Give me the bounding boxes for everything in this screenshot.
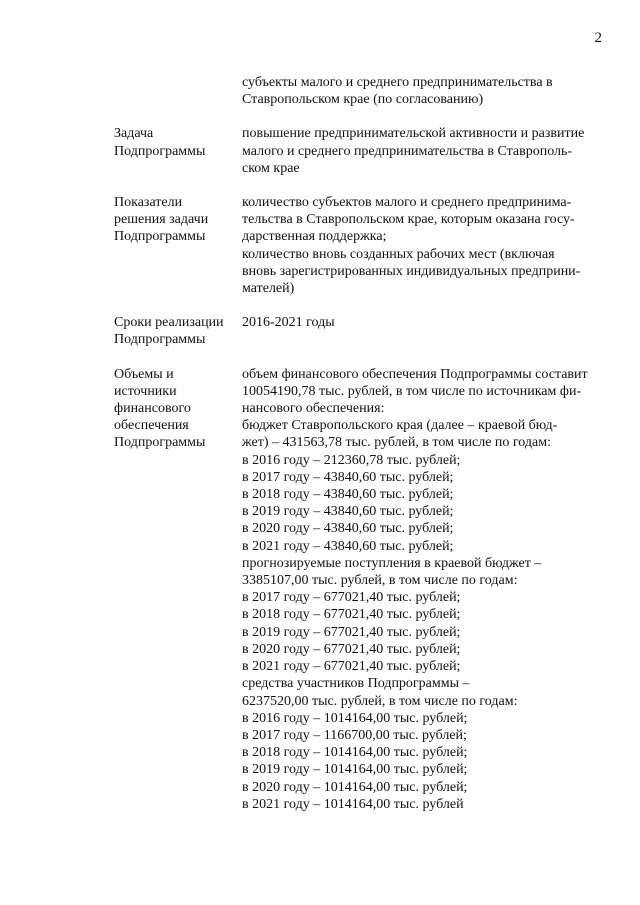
value-line: прогнозируемые поступления в краевой бюджет – bbox=[242, 555, 542, 571]
row-task bbox=[114, 125, 606, 177]
value-line: средства участников Подпрограммы – bbox=[242, 676, 470, 692]
row-timeline bbox=[114, 314, 606, 348]
value-line: в 2018 году – 43840,60 тыс. рублей; bbox=[242, 487, 454, 503]
value-line: малого и среднего предпринимательства в Ставрополь- bbox=[242, 143, 573, 159]
value-line: 2016-2021 годы bbox=[242, 315, 335, 331]
value-line: Ставропольском крае (по согласованию) bbox=[242, 92, 484, 108]
value-line: 10054190,78 тыс. рублей, в том числе по источникам фи- bbox=[242, 383, 582, 399]
row-value bbox=[242, 194, 606, 297]
value-line: в 2020 году – 1014164,00 тыс. рублей; bbox=[242, 779, 468, 795]
label-line: Подпрограммы bbox=[114, 332, 206, 348]
value-line: нансового обеспечения: bbox=[242, 401, 385, 417]
label-line: Объемы и bbox=[114, 366, 174, 382]
label-line: Показатели bbox=[114, 195, 183, 211]
value-line: количество субъектов малого и среднего предпринима- bbox=[242, 195, 572, 211]
value-line: в 2019 году – 677021,40 тыс. рублей; bbox=[242, 624, 461, 640]
label-line: Задача bbox=[114, 126, 154, 142]
value-line: в 2020 году – 43840,60 тыс. рублей; bbox=[242, 521, 454, 537]
value-line: в 2019 году – 43840,60 тыс. рублей; bbox=[242, 504, 454, 520]
passport-table bbox=[114, 74, 606, 813]
value-line: бюджет Ставропольского края (далее – краевой бюд- bbox=[242, 418, 558, 434]
value-line: 6237520,00 тыс. рублей, в том числе по годам: bbox=[242, 693, 518, 709]
row-label bbox=[114, 74, 242, 108]
label-line: Сроки реализации bbox=[114, 315, 224, 331]
row-label bbox=[114, 314, 242, 348]
value-line: в 2019 году – 1014164,00 тыс. рублей; bbox=[242, 762, 468, 778]
value-line: в 2020 году – 677021,40 тыс. рублей; bbox=[242, 641, 461, 657]
label-line: источники bbox=[114, 383, 177, 399]
row-value bbox=[242, 74, 606, 108]
value-line: в 2016 году – 1014164,00 тыс. рублей; bbox=[242, 710, 468, 726]
value-line: количество вновь созданных рабочих мест (включая bbox=[242, 246, 555, 262]
value-line: повышение предпринимательской активности и развитие bbox=[242, 126, 585, 142]
value-line: в 2021 году – 43840,60 тыс. рублей; bbox=[242, 538, 454, 554]
value-line: в 2017 году – 43840,60 тыс. рублей; bbox=[242, 469, 454, 485]
row-participants bbox=[114, 74, 606, 108]
value-line: жет) – 431563,78 тыс. рублей, в том числе по годам: bbox=[242, 435, 551, 451]
row-value bbox=[242, 125, 606, 177]
label-line: финансового bbox=[114, 401, 191, 417]
row-value bbox=[242, 314, 606, 348]
label-line: обеспечения bbox=[114, 418, 189, 434]
label-line: решения задачи bbox=[114, 212, 209, 228]
value-line: в 2018 году – 677021,40 тыс. рублей; bbox=[242, 607, 461, 623]
value-line: субъекты малого и среднего предпринимательства в bbox=[242, 75, 553, 90]
row-funding bbox=[114, 366, 606, 813]
value-line: дарственная поддержка; bbox=[242, 229, 387, 245]
value-line: мателей) bbox=[242, 281, 295, 297]
value-line: тельства в Ставропольском крае, которым оказана госу- bbox=[242, 212, 575, 228]
row-label bbox=[114, 366, 242, 813]
value-line: в 2017 году – 1166700,00 тыс. рублей; bbox=[242, 727, 467, 743]
value-line: в 2021 году – 1014164,00 тыс. рублей bbox=[242, 796, 464, 812]
value-line: вновь зарегистрированных индивидуальных предприни- bbox=[242, 263, 581, 279]
value-line: 3385107,00 тыс. рублей, в том числе по годам: bbox=[242, 573, 518, 589]
value-line: ском крае bbox=[242, 160, 300, 176]
value-line: в 2017 году – 677021,40 тыс. рублей; bbox=[242, 590, 461, 606]
row-label bbox=[114, 194, 242, 297]
row-indicators bbox=[114, 194, 606, 297]
label-line: Подпрограммы bbox=[114, 143, 206, 159]
row-label bbox=[114, 125, 242, 177]
value-line: в 2021 году – 677021,40 тыс. рублей; bbox=[242, 659, 461, 675]
value-line: в 2018 году – 1014164,00 тыс. рублей; bbox=[242, 745, 468, 761]
value-line: объем финансового обеспечения Подпрограммы составит bbox=[242, 366, 588, 382]
label-line: Подпрограммы bbox=[114, 435, 206, 451]
page-number: 2 bbox=[594, 30, 602, 46]
label-line: Подпрограммы bbox=[114, 229, 206, 245]
row-value bbox=[242, 366, 606, 813]
value-line: в 2016 году – 212360,78 тыс. рублей; bbox=[242, 452, 461, 468]
